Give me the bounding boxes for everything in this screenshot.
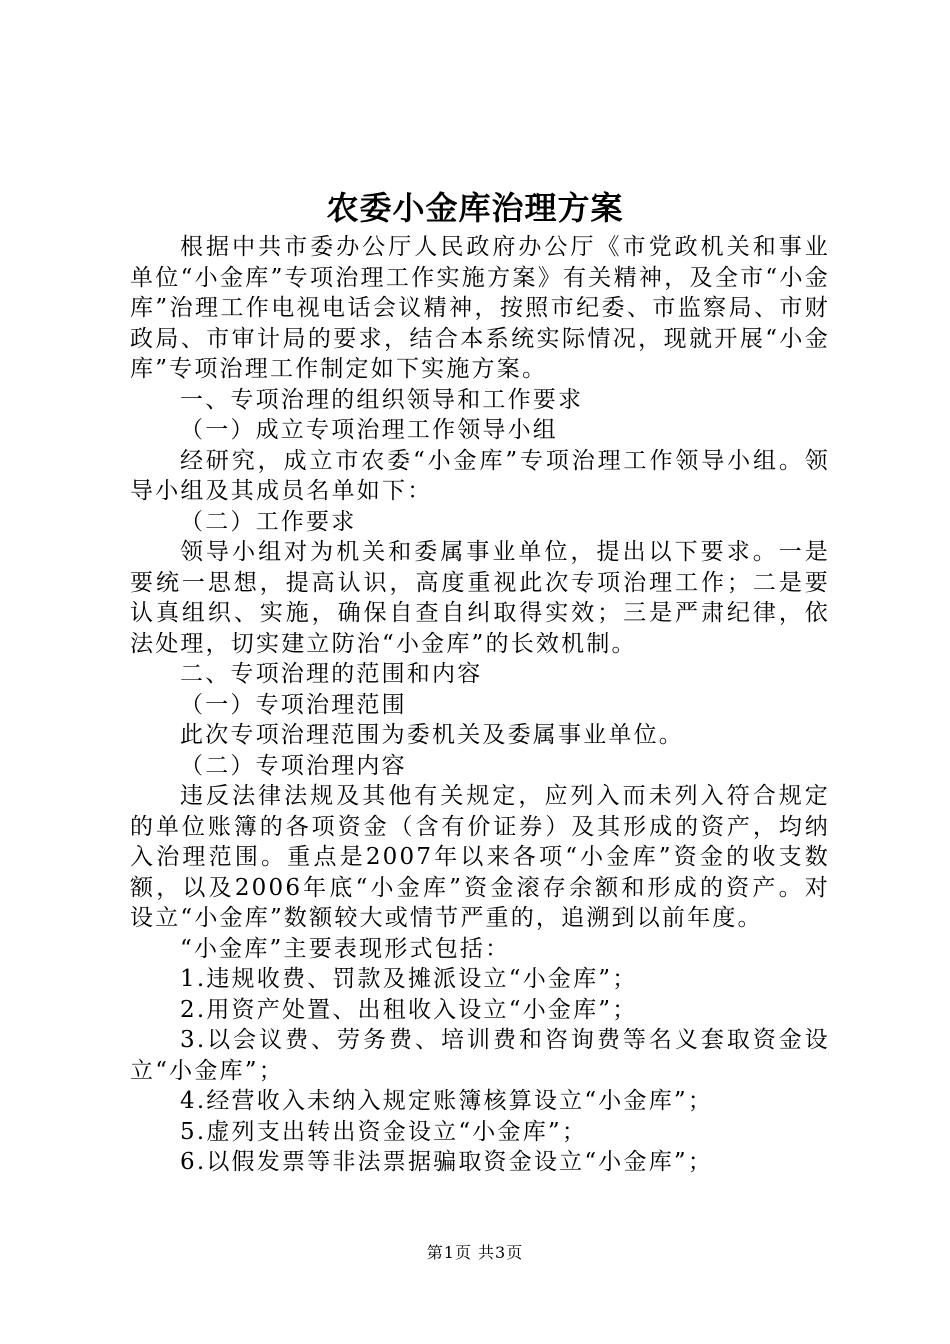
paragraph-scope: 此次专项治理范围为委机关及委属事业单位。	[180, 722, 684, 748]
list-item-3: 3.以会议费、劳务费、培训费和咨询费等名义套取资金设立“小金库”；	[130, 1027, 830, 1084]
paragraph-content: 违反法律法规及其他有关规定，应列入而未列入符合规定的单位账簿的各项资金（含有价证券）及其形成的资产，均纳入治理范围。重点是2007年以来各项“小金库”资金的收支数额，以及2006年底“小金库”资金滚存余额和形成的资产。对设立“小金库”数额较大或情节严重的，追溯到以前年度。	[130, 783, 830, 931]
paragraph-requirements: 领导小组对为机关和委属事业单位，提出以下要求。一是要统一思想，提高认识，高度重视此次专项治理工作；二是要认真组织、实施，确保自查自纠取得实效；三是严肃纪律，依法处理，切实建立防治“小金库”的长效机制。	[130, 539, 830, 657]
heading-subsection-1-2: （二）工作要求	[180, 508, 357, 535]
list-item-6: 6.以假发票等非法票据骗取资金设立“小金库”；	[180, 1149, 714, 1175]
page-footer: 第1页 共3页	[426, 1243, 524, 1262]
document-title: 农委小金库治理方案	[326, 189, 624, 227]
heading-subsection-2-1: （一）专项治理范围	[180, 691, 407, 718]
heading-section-2: 二、专项治理的范围和内容	[180, 661, 483, 687]
heading-section-1: 一、专项治理的组织领导和工作要求	[180, 386, 584, 413]
paragraph-forms-intro: “小金库”主要表现形式包括：	[180, 935, 511, 962]
list-item-1: 1.违规收费、罚款及摊派设立“小金库”；	[180, 966, 638, 992]
heading-subsection-2-2: （二）专项治理内容	[180, 752, 407, 779]
paragraph-intro: 根据中共市委办公厅人民政府办公厅《市党政机关和事业单位“小金库”专项治理工作实施方案》有关精神，及全市“小金库”治理工作电视电话会议精神，按照市纪委、市监察局、市财政局、市审计局的要求，结合本系统实际情况，现就开展“小金库”专项治理工作制定如下实施方案。	[130, 234, 830, 382]
list-item-2: 2.用资产处置、出租收入设立“小金库”；	[180, 996, 638, 1023]
heading-subsection-1-1: （一）成立专项治理工作领导小组	[180, 417, 558, 443]
list-item-5: 5.虚列支出转出资金设立“小金库”；	[180, 1118, 588, 1145]
paragraph-leading-group: 经研究，成立市农委“小金库”专项治理工作领导小组。领导小组及其成员名单如下：	[130, 447, 830, 504]
document-body	[130, 232, 830, 1178]
list-item-4: 4.经营收入未纳入规定账簿核算设立“小金库”；	[180, 1088, 714, 1114]
